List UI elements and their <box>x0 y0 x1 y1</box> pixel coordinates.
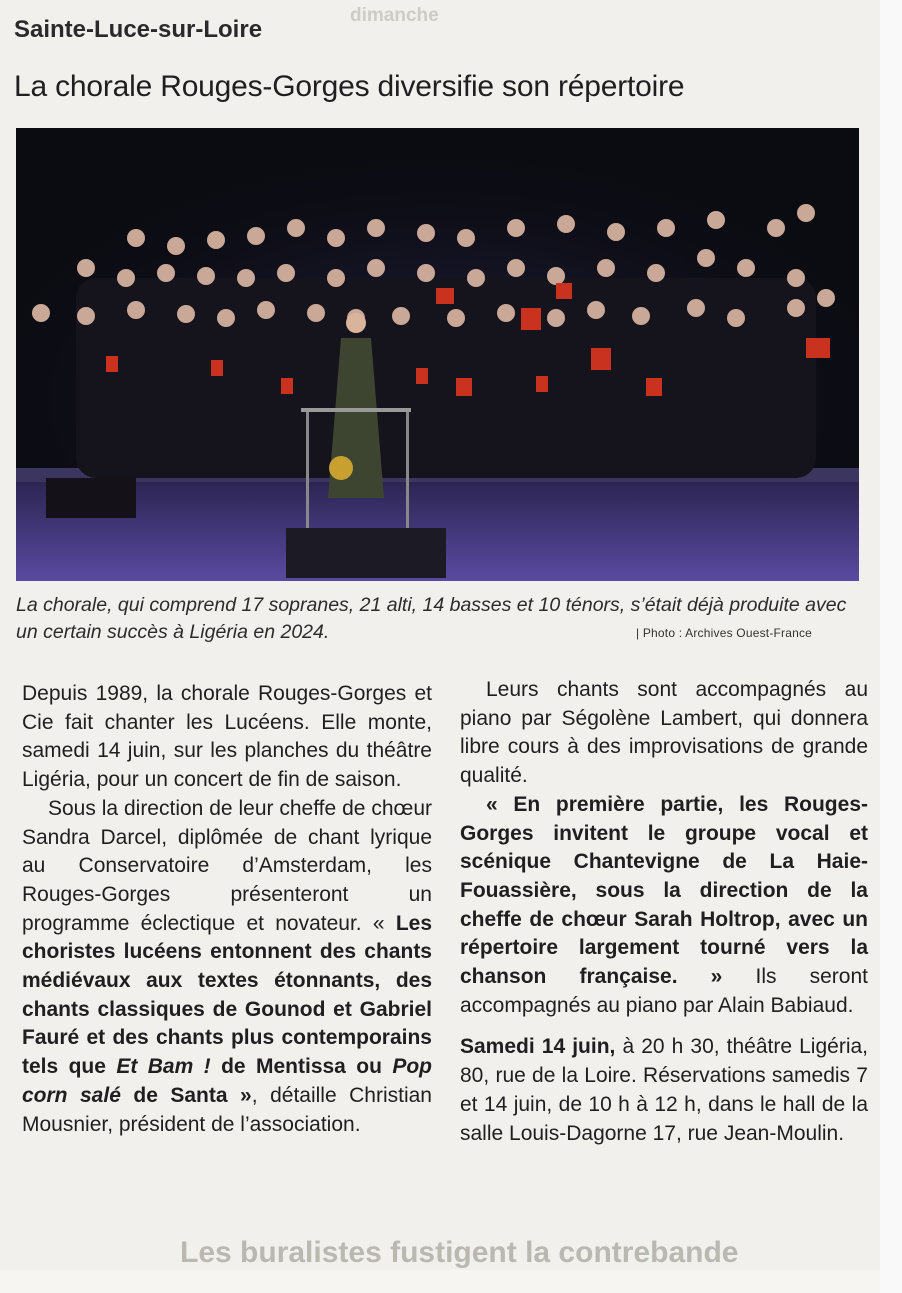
text-span: Ils seront accompagnés au piano par Alain Babiaud. <box>460 965 868 1017</box>
text-span: , détaille Christian Mousnier, président de l’association. <box>22 1083 432 1136</box>
paragraph-gap <box>460 1020 868 1033</box>
text-span: Sous la direction de leur cheffe de chœur Sandra Darcel, diplômée de chant lyrique au Conservatoire d’Amsterdam, les Rouges-Gorges présenteront un programme éclectique et novateur. « <box>22 796 432 935</box>
paragraph <box>22 795 432 1139</box>
photo-credit: | Photo : Archives Ouest-France <box>636 626 813 640</box>
bleed-through-top: dimanche <box>350 5 439 26</box>
paragraph: Depuis 1989, la chorale Rouges-Gorges et Cie fait chanter les Lucéens. Elle monte, samedi 14 juin, sur les planches du théâtre Ligéria, pour un concert de fin de saison. <box>22 682 432 792</box>
article-headline: La chorale Rouges-Gorges diversifie son répertoire <box>14 70 685 103</box>
bleed-through-footer: Les buralistes fustigent la contrebande <box>180 1236 739 1269</box>
quote-span: de Mentissa ou <box>210 1055 393 1079</box>
photo-caption: La chorale, qui comprend 17 sopranes, 21 alti, 14 basses et 10 ténors, s’était déjà produite avec un certain succès à Ligéria en 2024. <box>16 594 847 643</box>
song-title: Et Bam ! <box>116 1055 211 1079</box>
event-details: à 20 h 30, théâtre Ligéria, 80, rue de la Loire. Réservations samedis 7 et 14 juin, de 10 h à 12 h, dans le hall de la salle Louis-Dagorne 17, rue Jean-Moulin. <box>460 1035 868 1145</box>
location-kicker: Sainte-Luce-sur-Loire <box>14 16 263 43</box>
choir-photo <box>16 128 859 581</box>
article-column-left <box>22 680 432 1139</box>
page-margin <box>880 0 902 1293</box>
event-date: Samedi 14 juin, <box>460 1035 616 1059</box>
quote-span: Les choristes lucéens entonnent des chants médiévaux aux textes étonnants, des chants classiques de Gounod et Gabriel Fauré et des chants plus contemporains tels que <box>22 911 432 1079</box>
quote-span: de Santa » <box>120 1083 252 1107</box>
song-title: Pop corn salé <box>22 1055 432 1107</box>
paragraph: Leurs chants sont accompagnés au piano par Ségolène Lambert, qui donnera libre cours à des improvisations de grande qualité. <box>460 678 868 788</box>
quote-span: « En première partie, les Rouges-Gorges invitent le groupe vocal et scénique Chantevigne de La Haie-Fouassière, sous la direction de la cheffe de chœur Sarah Holtrop, avec un répertoire largement tourné vers la chanson française. » <box>460 792 868 989</box>
paragraph <box>460 791 868 1021</box>
article-column-right <box>460 676 868 1148</box>
event-info <box>460 1033 868 1148</box>
choir-photo-illustration <box>16 128 859 581</box>
